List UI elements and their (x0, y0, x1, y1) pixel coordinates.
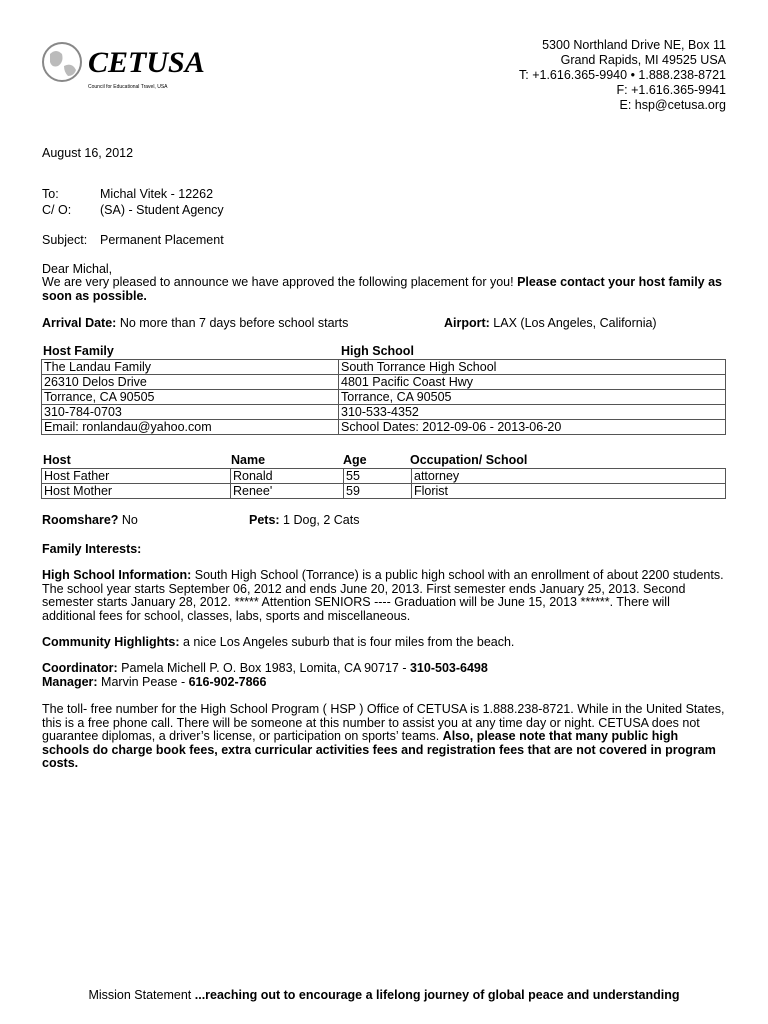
hosts-header: Host Name Age Occupation/ School (43, 453, 528, 467)
greeting: Dear Michal, (42, 262, 113, 276)
family-interests: Family Interests: (42, 542, 142, 556)
svg-text:CETUSA: CETUSA (88, 46, 205, 79)
svg-text:Council for Educational Travel: Council for Educational Travel, USA (88, 84, 168, 90)
table-row: Host Mother Renee' 59 Florist (42, 484, 726, 499)
subject-line: Subject: Permanent Placement (42, 233, 224, 247)
co-line: C/ O: (SA) - Student Agency (42, 203, 224, 217)
high-school-info: High School Information: South High School (Torrance) is a public high school with an enrollment of about 2200 students. The school year starts September 06, 2012 and ends June 20, 2013. First semester ends January 25, 2013. Second semester starts January 28, 2012. ***** Attention SENIORS ---- Graduation will be June 15, 2013 ******. There will additional fees for school, classes, labs, sports and miscellaneous. (42, 568, 724, 623)
sender-address: 5300 Northland Drive NE, Box 11 Grand Rapids, MI 49525 USA T: +1.616.365-9940 • 1.888.238-8721 F: +1.616.365-9941 E: hsp@cetusa.org (519, 38, 726, 112)
community-highlights: Community Highlights: a nice Los Angeles suburb that is four miles from the beach. (42, 635, 515, 649)
letter-date: August 16, 2012 (42, 146, 134, 160)
coordinator: Coordinator: Pamela Michell P. O. Box 1983, Lomita, CA 90717 - 310-503-6498 (42, 661, 488, 675)
roomshare: Roomshare? No (42, 513, 138, 527)
manager: Manager: Marvin Pease - 616-902-7866 (42, 675, 267, 689)
arrival-date: Arrival Date: No more than 7 days before school starts (42, 316, 349, 330)
placement-grid (41, 359, 726, 435)
table-row: The Landau Family South Torrance High School (42, 360, 726, 375)
table-row: Torrance, CA 90505 Torrance, CA 90505 (42, 390, 726, 405)
pets: Pets: 1 Dog, 2 Cats (249, 513, 360, 527)
table-row: 26310 Delos Drive 4801 Pacific Coast Hwy (42, 375, 726, 390)
cetusa-logo (40, 38, 220, 98)
hosts-table (41, 468, 726, 499)
airport: Airport: LAX (Los Angeles, California) (444, 316, 657, 330)
table-row: 310-784-0703 310-533-4352 (42, 405, 726, 420)
intro-paragraph: We are very pleased to announce we have approved the following placement for you! Please contact your host family as soon as possible. (42, 275, 723, 303)
to-line: To: Michal Vitek - 12262 (42, 187, 214, 201)
tollfree-paragraph: The toll- free number for the High School Program ( HSP ) Office of CETUSA is 1.888.238-8721. While in the United States, this is a free phone call. There will be someone at this number to assist you at any time day or night. CETUSA does not guarantee diplomas, a driver’s license, or participation on sports’ teams. Also, please note that many public high schools do charge book fees, extra curricular activities fees and registration fees that are not covered in program costs. (42, 702, 725, 770)
mission-statement: Mission Statement ...reaching out to encourage a lifelong journey of global peace and understanding (88, 988, 680, 1002)
placement-table: Host Family High School (43, 344, 414, 358)
table-row: Email: ronlandau@yahoo.com School Dates: 2012-09-06 - 2013-06-20 (42, 420, 726, 435)
globe-logo-icon (40, 38, 220, 98)
table-row: Host Father Ronald 55 attorney (42, 469, 726, 484)
